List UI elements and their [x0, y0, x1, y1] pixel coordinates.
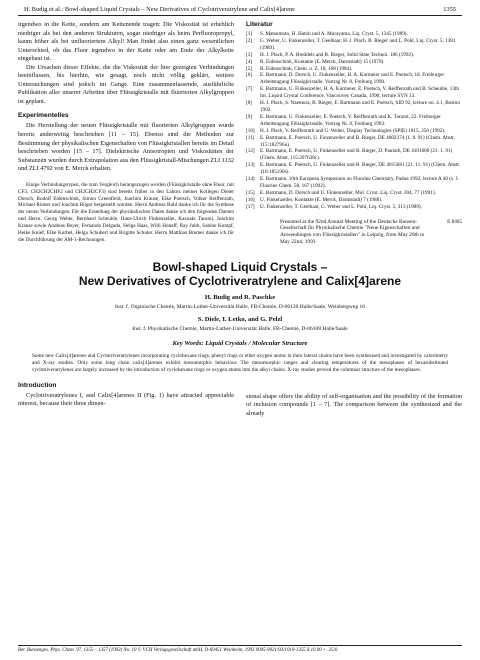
reference-item: [246, 204, 462, 211]
reference-text: R. Eidenschink, Kontakte (E. Merck, Darmstadt) 15 (1979).: [260, 58, 385, 65]
reference-number: [2]: [246, 37, 253, 44]
abstract: Some new Calix[4]arenes and Cyclotriveratrylenes incorporating cyclohexane rings, phenyl rings or ether oxygen atoms in their lateral chains have been synthesised and investigated by calorimetry and X-ray studies. Only some long chain calix[4]arenes exhibit mesomorphic behaviour. The mesomorphic ranges and clearing temperatures of the mesophases of hexasubstituted cyclotriveratrylenes are largely increased by the introduction of cyclohexane rings or oxygen atoms into the alkyl chains. X-ray studies proved the columnar structure of the mesophases.: [32, 353, 448, 373]
left-column: [18, 21, 234, 246]
reference-number: [10]: [246, 127, 255, 134]
presented-text: Presented at the 92nd Annual Meeting of the Deutsche Bunsen-Gesellschaft für Physikalische Chemie "Neue Eigenschaften und Anwendungen von Flüssigkristallen" in Leipzig, from May 20th to May 22nd, 1993: [280, 218, 425, 246]
reference-number: [15]: [246, 189, 255, 196]
reference-number: [9]: [246, 113, 253, 120]
reference-text: E. Bartmann, D. Dorsch, U. Finkenzeller, H. A. Kurmeier und E. Poetsch, 18. Freiburger Arbeitstagung Flüssigkristalle, Vortrag Nr. 8, Freiburg 1990.: [260, 72, 445, 86]
reference-item: [246, 66, 462, 73]
body-paragraph: sional shape offers the ability of self-organisation and the possibility of the formation of inclusion compounds [1 – 7]. The comparison between the synthesized and the already: [246, 392, 462, 417]
manuscript-code: E 8405: [447, 218, 462, 225]
affiliation: Inst. f. Organische Chemie, Martin-Luther-Universität Halle, FB-Chemie, D-06120 Halle/Saale, Weinbergweg 16: [115, 304, 365, 311]
intro-columns: [12, 382, 468, 419]
reference-item: [246, 148, 462, 162]
reference-item: [246, 128, 462, 135]
top-columns: [12, 21, 468, 246]
page-footer: Ber. Bunsenges. Phys. Chem. 97, 1355 – 1357 (1993) No. 10 © VCH Verlagsgesellschaft mbH, D-69451 Weinheim, 1993 0005-9021/93/1010-1355 $ 10.00 + .25/0: [18, 645, 462, 653]
reference-text: S. Matsumoto, H. Hatoh und A. Murayama, Liq. Cryst. 5, 1345 (1989).: [260, 31, 408, 37]
reference-text: H. J. Plach, S. Naemura, B. Rieger, E. Bartmann und E. Poetsch, SID 92, lecture no. 4.1, Boston 1992.: [260, 100, 460, 113]
article-title-line: Bowl-shaped Liquid Crystals –: [152, 260, 328, 275]
reference-number: [4]: [246, 58, 253, 65]
reference-number: [11]: [246, 134, 255, 141]
reference-text: E. Bartmann, E. Poetsch, U. Finzenzeller und B. Rieger, DE 4002374 (1. 8. 91) (Chem. Abstr. 115:182796u).: [260, 134, 455, 148]
reference-text: E. Bartmann, U. Finkenzeller, E. Poetsch, V. Reiffenrath und K. Tarumi, 22. Freiburger Arbeitstagung Flüssigkristalle, Vortrag Nr. 8, Freiburg 1993.: [260, 113, 441, 127]
reference-text: E. Bartmann, D. Dorsch und U. Finkenzeller, Mol. Cryst. Liq. Cryst. 204, 77 (1991).: [260, 189, 436, 196]
reference-item: [246, 114, 462, 128]
reference-number: [17]: [246, 203, 255, 210]
reference-number: [16]: [246, 196, 255, 203]
reference-item: [246, 162, 462, 176]
reference-number: [5]: [246, 65, 253, 72]
reference-item: [246, 31, 462, 38]
reference-number: [1]: [246, 31, 253, 37]
reference-number: [7]: [246, 86, 253, 93]
reference-text: U. Finkenzeller, Kontakte (E. Merck, Darmstadt) 7 (1988).: [260, 196, 383, 203]
reference-item: [246, 135, 462, 149]
reference-item: [246, 176, 462, 190]
reference-number: [14]: [246, 176, 255, 183]
reference-text: E. Bartmann, U. Finkenzeller, H. A. Kurmeier, E. Poetsch, V. Reiffenrath und B. Scheuble, 13th Int. Liquid Crystal Conference, Vancouver, Canada, 1990; lecture SYN 13.: [260, 86, 459, 100]
body-paragraph: Cyclotriveratrylenes I, and Calix[4]arenes II (Fig. 1) have attracted appreciable interest, because their three dimen-: [18, 391, 234, 408]
presented-note: [280, 219, 462, 247]
article-title-line: New Derivatives of Cyclotriveratrylene and Calix[4]arene: [78, 274, 402, 289]
reference-number: [13]: [246, 162, 255, 169]
reference-item: [246, 59, 462, 66]
page-number: 1355: [443, 6, 456, 13]
reference-item: [246, 190, 462, 197]
running-head-title: H. Budig et al.: Bowl-shaped Liquid Crystals – New Derivatives of Cyclotriveratrylene and Calix[4]arene: [24, 6, 295, 13]
intro-left-column: [18, 382, 234, 419]
right-column: [246, 21, 462, 246]
reference-item: [246, 72, 462, 86]
reference-number: [12]: [246, 148, 255, 155]
authors-line: S. Diele, I. Letko, and G. Pelzl: [197, 316, 283, 324]
section-heading-experimental: Experimentelles: [18, 112, 69, 120]
reference-text: G. Weber, U. Finkenzeller, T. Geelhaar, H. J. Plach, B. Rieger und L. Pohl, Liq. Cryst. 5, 1381 (1989).: [260, 37, 456, 51]
keywords: Key Words: Liquid Crystals / Molecular Structure: [172, 340, 308, 348]
reference-item: [246, 38, 462, 52]
affiliation: Inst. f. Physikalische Chemie, Martin-Luther-Universität Halle, FB-Chemie, D-06108 Halle/Saale: [132, 326, 348, 333]
reference-text: U. Finkenzeller, T. Geelhaar, G. Weber und L. Pohl, Liq. Cryst. 5, 313 (1989).: [260, 203, 422, 210]
body-paragraph: Die Ursachen dieser Effekte, die die Viskosität der hier gezeigten Verbindungen beeinflussen, bis hierhin, wie gesagt, noch nicht völlig geklärt, weitere Untersuchungen sind jedoch im Gange. Eine zusammenfassende, ausführliche Publikation aller unserer Arbeiten über Flüssigkristalle mit fluorierten Alkylgruppen ist geplant.: [18, 63, 234, 105]
intro-right-column: [246, 382, 462, 419]
body-paragraph: irgendwo in die Kette, sondern am Kettenende tragen: Die Viskosität ist erheblich niedriger als bei den anderen Strukturen, sogar niedriger als beim Perfluoropropyl, kaum höher als bei unfluoriertem Alkyl! Man findet also einen ganz wesentlichen Unterschied, ob das Fluor irgendwo in der Kette oder am Ende der Alkylkette eingebaut ist.: [18, 21, 234, 63]
reference-text: E. Bartmann, E. Poetsch, U. Finkenzeller und B. Rieger, DE 4015681 (21. 11. 91) (Chem. Abstr. 116:185190s).: [260, 162, 461, 176]
reference-number: [3]: [246, 51, 253, 58]
authors-line: H. Budig and R. Paschke: [204, 294, 276, 302]
reference-item: [246, 197, 462, 204]
reference-text: E. Bartmann, 10th European Symposium on Fluorine Chemistry, Padua 1992; lecture A 40 (s. J. Fluorine Chem. 58, 167 (1992).: [260, 176, 459, 189]
reference-text: H. J. Plach, V. Reiffenrath und G. Weber, Display Technologies (SPIE) 1815, 256 (1992).: [260, 127, 446, 134]
reference-item: [246, 100, 462, 114]
reference-text: H. J. Plach, P. A. Breddels and B. Rieger, Solid State Technol. 186 (1992).: [260, 51, 415, 58]
running-head: [18, 6, 462, 16]
reference-number: [6]: [246, 72, 253, 79]
reference-text: R. Eidenschink, Chem. u. Z. 18, 168 (1984).: [260, 65, 353, 72]
reference-item: [246, 86, 462, 100]
reference-item: [246, 52, 462, 59]
section-heading-introduction: Introduction: [18, 381, 57, 389]
article-title: [12, 260, 468, 288]
reference-number: [8]: [246, 100, 253, 107]
body-paragraph: Die Herstellung der neuen Flüssigkristalle mit fluorierten Alkylgruppen wurde bereits anderweitig beschrieben [11 – 15]. Ebenso sind die Methoden zur Bestimmung der physikalischen Eigenschaften von Flüssigkristallen bereits im Detail beschrieben worden [15 – 17]. Dielektrische Anisotropien und Viskositäten der Substanzen wurden durch Extrapolation aus den Flüssigkristall-Mischungen ZLI 1132 und ZLI 4792 von E. Merck erhalten.: [18, 122, 234, 173]
reference-text: E. Bartmann, E. Poetsch, U. Finkenzeller und B. Rieger, D. Pauluth, DE 4101600 (21. 1. 91) (Chem. Abstr. 115:207638c).: [260, 148, 453, 162]
acknowledgement: Einige Verbindungstypen, die zum Vergleich herangezogen wurden (Flüssigkristalle ohne Fluor, mit CF3, CH2CH2CHF2 und CH2CH2CF3) sind bereits früher in den Labors meiner Kollegen Dieter Dorsch, Rudolf Eidenschink, Simon Greenfield, Joachim Krause, Eike Poetsch, Volker Reiffenrath, Michael Römer und Joachim Rüger hergestellt worden. Herrn Andreas Ruhl danke ich für die Synthese der neuen Verbindungen. Für die Erstellung der physikalischen Daten danke ich den folgenden Damen und Herrn: Georg Weber, Bernhard Scheuble, Hans-Ulrich Finkenzeller, Kazuaki Tarumi, Joachim Krause sowie Andreas Beyer, Fernando Delgado, Helga Haas, Willi Honeff, Ray Jubb, Sabine Kumpf, Heike Knief, Elke Kurbel, Helga Schubert und Brigitte Schuler. Herrn Matthias Bremer danke ich für die Durchführung der AM-1-Rechnungen.: [18, 181, 234, 243]
reference-list: [246, 31, 462, 211]
section-heading-literature: Literatur: [246, 21, 273, 28]
